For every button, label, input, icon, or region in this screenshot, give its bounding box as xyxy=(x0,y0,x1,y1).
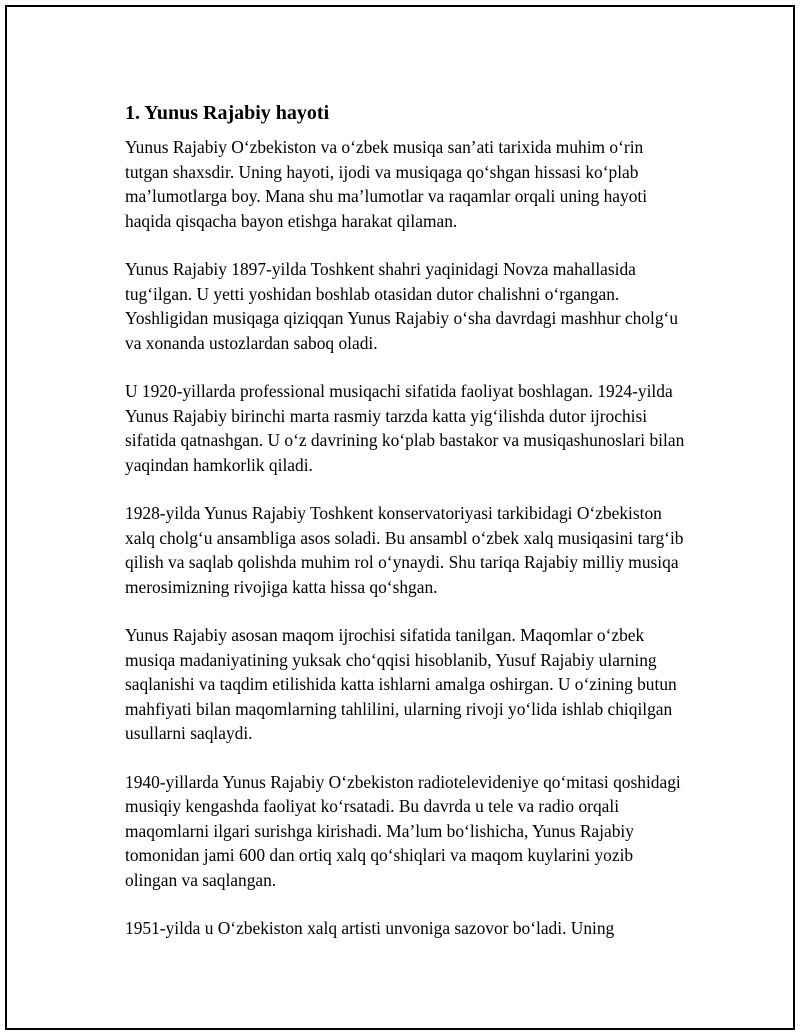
paragraph-ensemble: 1928-yilda Yunus Rajabiy Toshkent konservatoriyasi tarkibidagi O‘zbekiston xalq cholg‘u ansambliga asos soladi. Bu ansambl o‘zbek xalq musiqasini targ‘ib qilish va saqlab qolishda muhim rol o‘ynaydi. Shu tariqa Rajabiy milliy musiqa merosimizning rivojiga katta hissa qo‘shgan. xyxy=(125,503,684,597)
section-heading: 1. Yunus Rajabiy hayoti xyxy=(125,102,330,124)
paragraph-career-start: U 1920-yillarda professional musiqachi sifatida faoliyat boshlagan. 1924-yilda Yunus Rajabiy birinchi marta rasmiy tarzda katta yig‘ilishda dutor ijrochisi sifatida qatnashgan. U o‘z davrining ko‘plab bastakor va musiqashunoslari bilan yaqindan hamkorlik qiladi. xyxy=(125,381,685,475)
paragraph-radio: 1940-yillarda Yunus Rajabiy O‘zbekiston radiotelevideniye qo‘mitasi qoshidagi musiqiy kengashda faoliyat ko‘rsatadi. Bu davrda u tele va radio orqali maqomlarni ilgari surishga kirishadi. Ma’lum bo‘lishicha, Yunus Rajabiy tomonidan jami 600 dan ortiq xalq qo‘shiqlari va maqom kuylarini yozib olingan va saqlangan. xyxy=(125,771,681,890)
document-body xyxy=(125,100,685,965)
paragraph-birth: Yunus Rajabiy 1897-yilda Toshkent shahri yaqinidagi Novza mahallasida tug‘ilgan. U yetti yoshidan boshlab otasidan dutor chalishni o‘rgangan. Yoshligidan musiqaga qiziqqan Yunus Rajabiy o‘sha davrdagi mashhur cholg‘u va xonanda ustozlardan saboq oladi. xyxy=(125,259,679,353)
paragraph-award: 1951-yilda u O‘zbekiston xalq artisti unvoniga sazovor bo‘ladi. Uning xyxy=(125,918,615,938)
page-frame xyxy=(5,5,795,1030)
paragraph-maqom: Yunus Rajabiy asosan maqom ijrochisi sifatida tanilgan. Maqomlar o‘zbek musiqa madaniyatining yuksak cho‘qqisi hisoblanib, Yusuf Rajabiy ularning saqlanishi va taqdim etilishida katta ishlarni amalga oshirgan. U o‘zining butun mahfiyati bilan maqomlarning tahlilini, ularning rivoji yo‘lida ishlab chiqilgan usullarni saqlaydi. xyxy=(125,625,677,743)
paragraph-intro: Yunus Rajabiy O‘zbekiston va o‘zbek musiqa san’ati tarixida muhim o‘rin tutgan shaxsdir. Uning hayoti, ijodi va musiqaga qo‘shgan hissasi ko‘plab ma’lumotlarga boy. Mana shu ma’lumotlar va raqamlar orqali uning hayoti haqida qisqacha bayon etishga harakat qilaman. xyxy=(125,137,648,231)
